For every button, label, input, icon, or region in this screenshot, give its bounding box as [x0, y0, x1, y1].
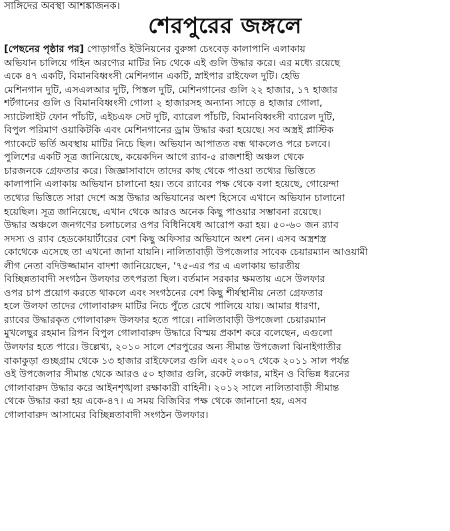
article-line	[4, 178, 444, 192]
article-line	[4, 273, 444, 287]
article-line-text: মেশিনগান দুটি, এসএলআর দুটি, পিস্তল দুটি, মেশিনগানের গুলি ২২ হাজার, ১৭ হাজার	[4, 84, 338, 96]
article-line	[4, 233, 444, 247]
article-line	[4, 395, 444, 409]
article-line	[4, 138, 444, 152]
article-line-text: ওই উপজেলার সীমান্ত থেকে আরও ৫০ হাজার গুলি, রকেট লঞ্চার, মাইন ও বিভিন্ন ধরনের	[4, 369, 350, 381]
article-line	[4, 382, 444, 396]
article-line-text: প্যাকেটে ভর্তি অবস্থায় মাটির নিচে ছিল। অভিযান আপাতত বন্ধ থাকলেও পরে চলবে।	[4, 138, 331, 150]
article-line	[4, 314, 444, 328]
article-line-text: লীগ নেতা বদিউজ্জামান বাদশা জানিয়েছেন, '৭৫-এর পর এ এলাকায় ভারতীয়	[4, 260, 301, 272]
article-line-text: গোলাবারুদ আসামের বিচ্ছিন্নতাবাদী সংগঠন উলফার।	[4, 409, 209, 421]
article-line	[4, 111, 444, 125]
article-line-text: চারজনকে গ্রেফতার করে। জিজ্ঞাসাবাদে তাদের কাছ থেকে পাওয়া তথ্যের ভিত্তিতে	[4, 165, 316, 177]
article-line-text: শর্টগানের গুলি ও বিমানবিধ্বংসী গোলা ২ হাজারসহ অন্যান্য সাড়ে ৪ হাজার গোলা,	[4, 98, 323, 110]
article-line	[4, 409, 444, 423]
article-line	[4, 287, 444, 301]
article-line	[4, 368, 444, 382]
article-line	[4, 151, 444, 165]
article-line	[4, 341, 444, 355]
article-line	[4, 165, 444, 179]
article-body	[4, 43, 444, 422]
article-line-text: হয়েছিল। সূত্র জানিয়েছে, এখান থেকে আরও অনেক কিছু পাওয়ার সম্ভাবনা রয়েছে।	[4, 206, 322, 218]
article-line	[4, 192, 444, 206]
article-line	[4, 97, 444, 111]
article-line	[4, 219, 444, 233]
article-line	[4, 206, 444, 220]
continuation-label: [পেছনের পৃষ্ঠার পর]	[4, 44, 84, 55]
article-line-text: বিপুল পরিমাণ ওয়াকিটকি এবং মেশিনগানের ড্রাম উদ্ধার করা হয়েছে। সব অস্ত্রই প্লাস্টিক	[4, 125, 334, 137]
article-line	[4, 260, 444, 274]
article-line	[4, 43, 444, 57]
article-line	[4, 57, 444, 71]
article-line-text: স্যাটেলাইট ফোন পাঁচটি, এইচএফ সেট দুটি, ব্যারেল পাঁচটি, বিমানবিধ্বংসী ব্যারেল দুটি,	[4, 111, 336, 123]
article-line-text: র‌্যাবের উদ্ধারকৃত গোলাবারুদ উলফার হতে পারে। নালিতাবাড়ী উপজেলা চেয়ারম্যান	[4, 314, 327, 326]
article-line	[4, 84, 444, 98]
article-line-text: একে ৪৭ একটি, বিমানবিধ্বংসী মেশিনগান একটি, স্নাইপার রাইফেল দুটি। হেভি	[4, 71, 300, 83]
article-line-text: উলফার হতে পারে। উল্লেখ্য, ২০১০ সালে শেরপুরের অন্য সীমান্ত উপজেলা ঝিনাইগাতীর	[4, 342, 342, 354]
article-line	[4, 300, 444, 314]
article-line-text: অভিযান চালিয়ে গহিন অরণ্যের মাটির নিচ থেকে এই গুলি উদ্ধার করে। এর মধ্যে রয়েছে	[4, 57, 341, 69]
article-line	[4, 246, 444, 260]
article-line	[4, 70, 444, 84]
article-line	[4, 355, 444, 369]
headline: শেরপুরের জঙ্গলে	[148, 13, 302, 39]
article-line-text: হলে উলফা তাদের গোলাবারুদ মাটির নিচে পুঁতে রেখে পালিয়ে যায়। আমার ধারণা,	[4, 301, 321, 313]
article-line-text: বিচ্ছিন্নতাবাদী সংগঠন উলফার তৎপরতা ছিল। বর্তমান সরকার ক্ষমতায় এসে উলফার	[4, 274, 326, 286]
article-line-text: উদ্ধার অঞ্চলে জনগণের চলাচলের ওপর বিধিনিষেধ আরোপ করা হয়। ৫০-৬০ জন র‌্যাব	[4, 220, 339, 232]
article-line-text: বাকাকুড়া গুচ্ছগ্রাম থেকে ১৩ হাজার রাইফেলের গুলি এবং ২০০৭ থেকে ২০১১ সাল পর্যন্ত	[4, 355, 350, 367]
previous-article-tail: সাঙ্গিদের অবস্থা আশঙ্কাজনক।	[4, 1, 121, 12]
article-line-text: মুখলেছুর রহমান রিপন বিপুল গোলাবারুদ উদ্ধারে বিস্ময় প্রকাশ করে বলেছেন, এগুলো	[4, 328, 333, 340]
article-line-text: ওপর চাপ প্রয়োগ করতে থাকলে এবং সংগঠনের বেশ কিছু শীর্ষস্থানীয় নেতা গ্রেফতার	[4, 287, 324, 299]
article-line-text: গোলাবারুদ উদ্ধার করে আইনশৃঙ্খলা রক্ষাকারী বাহিনী। ২০১২ সালে নালিতাবাড়ী সীমান্ত	[4, 382, 340, 394]
article-line-text: কোথেকে এসেছে তা এখনো জানা যায়নি। নালিতাবাড়ী উপজেলার সাবেক চেয়ারম্যান আওয়ামী	[4, 247, 368, 259]
article-line-text: থেকে উদ্ধার করা হয় একে-৪৭। এ সময় বিজিবির পক্ষ থেকে জানানো হয়, এসব	[4, 396, 307, 408]
article-line	[4, 124, 444, 138]
article-line-text: তথ্যের ভিত্তিতে সারা দেশে অস্ত্র উদ্ধার অভিযানের অংশ হিসেবে এখানে অভিযান চালানো	[4, 193, 345, 205]
article-line-text: সদস্য ও র‌্যাব হেডকোয়ার্টারের বেশ কিছু অফিসার অভিযানে অংশ নেন। এসব অস্ত্রশস্ত্র	[4, 233, 327, 245]
article-line	[4, 327, 444, 341]
article-line-text: পোড়াগাঁও ইউনিয়নের বুরুঙ্গা চেংবেড় কালাপানি এলাকায়	[83, 44, 306, 55]
article-line-text: পুলিশের একটি সূত্র জানিয়েছে, কয়েকদিন আগে র‌্যাব-৫ রাজশাহী অঞ্চল থেকে	[4, 152, 305, 164]
article-line-text: কালাপানি এলাকায় অভিযান চালানো হয়। তবে র‌্যাবের পক্ষ থেকে বলা হয়েছে, গোয়েন্দা	[4, 179, 340, 191]
